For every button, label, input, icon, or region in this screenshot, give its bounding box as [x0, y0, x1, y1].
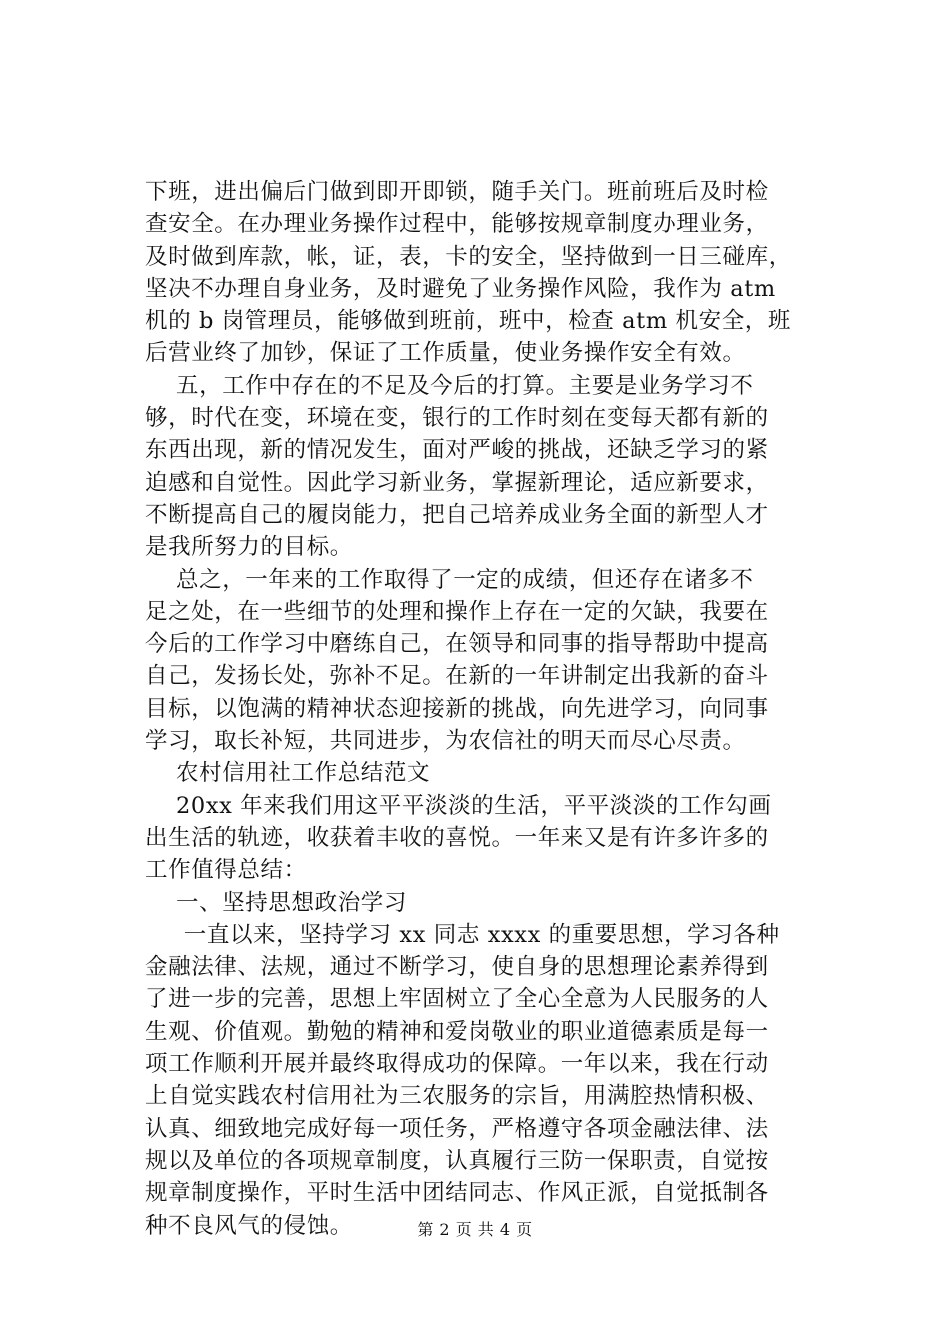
- text-line: 种不良风气的侵蚀。: [145, 1212, 353, 1239]
- text-line: 后营业终了加钞，保证了工作质量，使业务操作安全有效。: [145, 340, 746, 367]
- text-line: 够，时代在变，环境在变，银行的工作时刻在变每天都有新的: [145, 405, 769, 432]
- text-line: 规以及单位的各项规章制度，认真履行三防一保职责，自觉按: [145, 1147, 769, 1174]
- text-line: 项工作顺利开展并最终取得成功的保障。一年以来，我在行动: [145, 1051, 769, 1078]
- text-line: 坚决不办理自身业务，及时避免了业务操作风险，我作为 atm: [145, 275, 776, 302]
- text-line: 认真、细致地完成好每一项任务，严格遵守各项金融法律、法: [145, 1115, 769, 1142]
- section-title: 农村信用社工作总结范文: [145, 760, 431, 787]
- text-line: 规章制度操作，平时生活中团结同志、作风正派，自觉抵制各: [145, 1180, 769, 1207]
- text-line: 了进一步的完善，思想上牢固树立了全心全意为人民服务的人: [145, 986, 769, 1013]
- text-line: 是我所努力的目标。: [145, 534, 353, 561]
- text-line: 金融法律、法规，通过不断学习，使自身的思想理论素养得到: [145, 954, 769, 981]
- text-line: 五，工作中存在的不足及今后的打算。主要是业务学习不: [145, 372, 754, 399]
- text-line: 足之处，在一些细节的处理和操作上存在一定的欠缺，我要在: [145, 598, 769, 625]
- text-line: 自己，发扬长处，弥补不足。在新的一年讲制定出我新的奋斗: [145, 663, 769, 690]
- text-line: 20xx 年来我们用这平平淡淡的生活，平平淡淡的工作勾画: [145, 792, 772, 819]
- text-line: 机的 b 岗管理员，能够做到班前，班中，检查 atm 机安全，班: [145, 308, 792, 335]
- text-line: 今后的工作学习中磨练自己，在领导和同事的指导帮助中提高: [145, 631, 769, 658]
- page-number-footer: 第 2 页 共 4 页: [417, 1220, 533, 1239]
- text-line: 不断提高自己的履岗能力，把自己培养成业务全面的新型人才: [145, 501, 769, 528]
- text-line: 上自觉实践农村信用社为三农服务的宗旨，用满腔热情积极、: [145, 1083, 769, 1110]
- text-line: 学习，取长补短，共同进步，为农信社的明天而尽心尽责。: [145, 728, 746, 755]
- text-line: 总之，一年来的工作取得了一定的成绩，但还存在诸多不: [145, 566, 754, 593]
- document-body: [145, 176, 835, 1242]
- text-line: 生观、价值观。勤勉的精神和爱岗敬业的职业道德素质是每一: [145, 1018, 769, 1045]
- text-line: 目标，以饱满的精神状态迎接新的挑战，向先进学习，向同事: [145, 695, 769, 722]
- text-line: 一直以来，坚持学习 xx 同志 xxxx 的重要思想，学习各种: [145, 921, 780, 948]
- text-line: 东西出现，新的情况发生，面对严峻的挑战，还缺乏学习的紧: [145, 437, 769, 464]
- text-line: 出生活的轨迹，收获着丰收的喜悦。一年来又是有许多许多的: [145, 824, 769, 851]
- text-line: 下班，进出偏后门做到即开即锁，随手关门。班前班后及时检: [145, 179, 769, 205]
- text-line: 工作值得总结：: [145, 857, 307, 884]
- text-line: 迫感和自觉性。因此学习新业务，掌握新理论，适应新要求，: [145, 469, 769, 496]
- text-line: 查安全。在办理业务操作过程中，能够按规章制度办理业务，: [145, 211, 769, 238]
- text-line: 及时做到库款，帐，证，表，卡的安全，坚持做到一日三碰库，: [145, 243, 792, 270]
- section-heading: 一、坚持思想政治学习: [145, 889, 408, 916]
